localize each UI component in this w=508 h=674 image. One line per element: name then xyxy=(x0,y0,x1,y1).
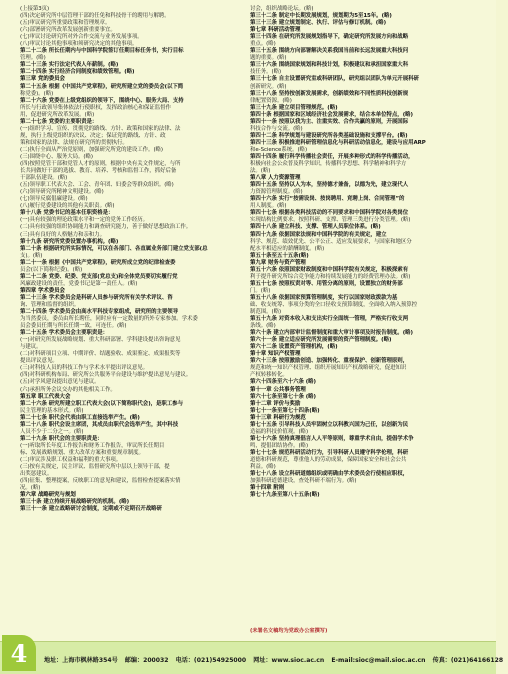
left-column-text-line: 称党委)。(略) xyxy=(20,90,54,97)
left-column-text-line: (二)执行全面从严治党原则，加强研究所党的建设工作。(略) xyxy=(20,146,163,153)
left-column-text-line: (六)领导研究所精神文明建设。(略) xyxy=(20,189,104,196)
authorship-note: (未署名文稿均为党政办公室撰写) xyxy=(250,628,328,634)
right-column-text-line: 第七十八条 设立科研道德组织或明确由学术委员会行使相应职权， xyxy=(250,471,409,478)
right-column-text-line: 配水平相适应的薪酬制度。(略) xyxy=(250,245,325,252)
right-column-chapter-heading: 第十三章 科研行为规范 xyxy=(250,414,306,421)
left-column-text-line: 用，促进研究所改革发展。(略) xyxy=(20,111,95,118)
right-column-text-line: 条线。(略) xyxy=(250,323,276,330)
left-column-text-line: (三)对科技人员的科技工作与学术水平提出评议意见。 xyxy=(20,365,149,372)
left-column-text-line: 第二十四条 实行经济合同制度和绩效管理。(略) xyxy=(20,69,135,76)
right-column-text-line: 制范围。(略) xyxy=(250,309,282,316)
left-column-text-line: 标、发展战略规划、重大改革方案和重要规章制度。 xyxy=(20,449,144,456)
right-column-text-line: 门。(略) xyxy=(250,287,271,294)
left-column-text-line: (七)审议讨论研究所对外合作交流与业务发展事项。 xyxy=(20,34,143,41)
right-column-text-line: 第七十一条至第七十四条(略) xyxy=(250,407,320,414)
left-column-text-line: 第二十八条 职代会设主席团，其成员由职代会选举产生，其中科技 xyxy=(20,421,179,428)
left-column-text-line: 与建议。 xyxy=(20,344,42,351)
right-column-text-line: 产权转移转化。 xyxy=(250,372,288,379)
left-column-text-line: (六)承担所务会议交办的其他相关工作。 xyxy=(20,386,116,393)
left-column-text-line: 人员不少于二分之一。(略) xyxy=(20,428,84,435)
left-column-text-line: (四)按照党管干部和党管人才的原则，根据中央有关文件规定，与所 xyxy=(20,161,181,168)
left-column-text-line: (六)部署研究所改革发展创新重要事宜。 xyxy=(20,27,116,34)
right-column-chapter-heading: 第十二章 评价与奖励 xyxy=(250,400,301,407)
right-column-text-line: 题的重要。(略) xyxy=(250,55,287,62)
left-column-text-line: (四)对科研机构布局、研究所公共服务平台建设与维护提出意见与建议。 xyxy=(20,372,192,379)
right-column-text-line: 第四十二条 科学规划与建设研究所各类基础设施和支撑平台。(略) xyxy=(250,132,408,139)
right-column-text-line: 第四十七条 根据各类科技活动的不同要求和中国科学院对各类岗位 xyxy=(250,210,409,217)
left-column-text-line: 第二十五条 学术委员会主要职责是： xyxy=(20,330,109,337)
right-column-text-line: 规范和统一知识产权管理、组织开展知识产权战略研究，促进知识 xyxy=(250,365,407,372)
left-column-text-line: (三)按有关规定，民主评议、监督研究所中层以上领导干部，提 xyxy=(20,464,170,471)
left-column-text-line: 策和国家的法律、法规在研究所的贯彻执行。 xyxy=(20,139,128,146)
right-column-text-line: 第六十三条 按照激励创造、加强转化、重视保护、创新管理原则， xyxy=(250,358,409,365)
footer-fax: 传真：(021)64166128 xyxy=(432,657,504,664)
right-column-text-line: 科学、规范、绩效优先、公平公正、适应发展要求，与国家和地区分 xyxy=(250,238,412,245)
right-column-text xyxy=(250,6,482,638)
right-column-text-line: 第三十九条 建立项目管理规范。(略) xyxy=(250,104,338,111)
left-column-text-line: 第二十一条 根据《中国共产党章程》，研究所成立党的纪律检查委 xyxy=(20,259,176,266)
left-column-text-line: (一)组织学习、宣传、贯彻党的路线、方针、政策和国家的法律、法 xyxy=(20,125,181,132)
left-column-text-line: (二)审议涉及职工权益和福利的重大事项。 xyxy=(20,457,122,463)
left-column-chapter-heading: 第三章 党的委员会 xyxy=(20,76,65,83)
right-column-text-line: 道德和科研规范，尊重他人的劳动成果，保障国家安全和社会公共 xyxy=(250,457,407,463)
left-column-text-line: 第十九条 研究所党委设置办事机构。(略) xyxy=(20,238,119,245)
left-column-text-line: 所长与行政领导集体依法行使职权，发挥政治核心和保证监督作 xyxy=(20,104,171,111)
left-column-text-line: (三)围绕中心、服务大局。(略) xyxy=(20,153,93,160)
left-column-text-line: 第二十九条 职代会的主要职责是： xyxy=(20,435,103,442)
right-column-text-line: 用人制度。(略) xyxy=(250,203,287,210)
left-column-text-line: (二)具有较强的组织协调能力和调查研究能力，善于做好思想政治工作。 xyxy=(20,224,192,231)
left-column-text-line: (三)具有良好的人格魅力和亲和力。 xyxy=(20,231,105,238)
left-column-text-line: (八)审议讨论其他事项和须研究决定的其他事项。 xyxy=(20,41,138,48)
left-column-text-line: 询、管理和监督的组织。 xyxy=(20,301,80,308)
left-column-text-line: 第三十条 建立持续开展战略研究的机制。(略) xyxy=(20,499,130,506)
right-column-text-line: 第三十六条 围绕国家规划和科技计划，积极建议和承担国家重大科 xyxy=(250,62,409,69)
footer-website: 网址：www.sioc.ac.cn xyxy=(253,657,325,664)
right-column-text-line: 第四十八条 建立科技、支撑、管理人员职位体系。(略) xyxy=(250,224,381,231)
right-column-text-line: 实现结构比例要求，按照科研、支撑、管理三类进行分类管理。(略) xyxy=(250,217,411,224)
right-column-text-line: 加强科研道德建设，查处科研不端行为。(略) xyxy=(250,478,357,485)
right-column-text-line: 利于提升研究所综合竞争能力和持续发展能力的经费管理办法。(略) xyxy=(250,273,411,280)
left-column-text-line: 为当然委员，委员由所长聘任，同时应有一定数量的所外专家参加。学术委 xyxy=(20,316,198,323)
footer-contact-line xyxy=(44,655,508,664)
right-column-chapter-heading: 第九章 财务与资产管理 xyxy=(250,259,306,266)
right-column-chapter-heading: 第十章 知识产权管理 xyxy=(250,351,301,358)
left-column-text-line: (四)决定研究所中层管理干部的任免和科技骨干的聘用与解聘。 xyxy=(20,13,170,20)
right-column-text-line: 第四十四条 履行科学传播社会责任，开展多种形式的科学传播活动， xyxy=(250,153,414,160)
right-column-text-line: 第六十一条 建立适应研究所发展需要的资产管理制度。(略) xyxy=(250,337,392,344)
left-column-text-line: 提出评议意见。 xyxy=(20,358,58,365)
right-column-text-line: 和e-Science系统。(略) xyxy=(250,146,308,153)
right-column-text-line: 第四十三条 积极推进科研管理信息化与科研活动信息化，建设与应用ARP xyxy=(250,139,426,146)
right-column-text-line: 科技合作与交流。(略) xyxy=(250,125,303,132)
left-column-text-line: (五)审议研究所重要政策和管理规章。 xyxy=(20,20,111,27)
left-column-text-line: (二)对科研项目立项、中期评价、结题验收、成果鉴定、成果报奖等 xyxy=(20,351,181,358)
right-column-text-line: 第三十五条 围绕方向部署解决关系我国当前和长远发展重大科技问 xyxy=(250,48,409,55)
right-column-text-line: 重点。(略) xyxy=(250,41,276,48)
left-column-text-line: 第二十二条 所长任期内与中国科学院签订任期目标任务书，实行目标 xyxy=(20,48,184,55)
left-column-chapter-heading: 第四章 学术委员会 xyxy=(20,287,65,294)
left-column-text-line: 管理。(略) xyxy=(20,55,46,62)
right-column-text-line: 第七十九条至第八十五条(略) xyxy=(250,492,320,499)
left-column-text-line: 风廉政建设的责任，党委书记是第一责任人。(略) xyxy=(20,280,138,287)
left-column-text-line: (一)听取所长年度工作报告和财务工作报告，审议所长任期目 xyxy=(20,442,165,449)
right-column-text-line: 第四十六条 实行“按需设岗、按岗聘用、竞聘上岗、合同管理”的 xyxy=(250,196,405,203)
right-column-text-line: 第四十九条 依据国家法规和中国科学院的有关规定，建立 xyxy=(250,231,387,238)
right-column-text-line: 讨会，组织战略论坛。(略) xyxy=(250,6,314,12)
right-column-text-line: 第六十条 建立内部审计监督制度和重大审计事项及时报告制度。(略) xyxy=(250,330,413,337)
right-column-text-line: 第四十一条 按照以我为主、注重实效、合作共赢的原则，开展国际 xyxy=(250,118,409,125)
right-column-chapter-heading: 第十四章 附则 xyxy=(250,485,285,492)
left-column-text-line: (七)领导反腐倡廉建设。(略) xyxy=(20,196,88,203)
right-column-text-line: 第三十三条 建立规划制定、执行、评估与修订机制。(略) xyxy=(250,20,387,27)
right-column-text-line: 第四十五条 坚持以人为本，坚持德才兼备，以德为先，建立现代人 xyxy=(250,182,409,189)
left-column-text-line: (八)履行党委建设的其他有关职责。(略) xyxy=(20,203,115,210)
right-column-text-line: 第六十二条 设置资产管理机构，(略) xyxy=(250,344,338,351)
right-column-text-line: 第六十七条至第七十条 (略) xyxy=(250,393,316,400)
left-column-text-line: 第二十三条 实行法定代表人年薪制。(略) xyxy=(20,62,119,69)
left-column-text-line: 规，执行上级党组织的决议、决定；保证党的路线、方针、政 xyxy=(20,132,166,139)
right-column-text-line: 第六十四条至六十六条 (略) xyxy=(250,379,316,386)
right-column-text-line: 造福的科技价值观。(略) xyxy=(250,428,309,435)
right-column-text-line: 第三十四条 在研究所发展规划指导下，确定研究所发展方向和战略 xyxy=(250,34,409,41)
right-column-text-line: 创新研究。(略) xyxy=(250,83,287,90)
footer-postcode: 邮编：200032 xyxy=(124,657,169,664)
left-column-text xyxy=(20,6,252,638)
left-column-text-line: (上接第3页) xyxy=(20,6,50,12)
left-column-text-line: 第三十一条 建立战略研讨会制度，定期或不定期召开战略研 xyxy=(20,506,162,513)
right-column-text-line: 鸣，提倡团结协作。(略) xyxy=(250,442,309,449)
left-column-text-line: 第二十七条 党委的主要职责是： xyxy=(20,118,98,125)
left-column-text-line: (一)具有较强的理论政策水平和一定的党务工作经历。 xyxy=(20,217,149,224)
left-column-text-line: 第十八条 党委书记的基本任职资格是： xyxy=(20,210,114,217)
right-column-chapter-heading: 第七章 科研活动管理 xyxy=(250,27,301,34)
left-column-text-line: 出奖惩建议。 xyxy=(20,471,53,478)
left-column-text-line: 第二十四条 学术委员会由高水平科技专家组成，研究所的主要领导 xyxy=(20,309,179,316)
right-column-text-line: 第三十八条 坚持按创新发展需求，创新绩效和不同性质科技创新规 xyxy=(250,90,409,97)
right-column-text-line: 第五十条至五十五条(略) xyxy=(250,252,309,259)
left-column-text-line: 第二十六条 研究所建立职工代表大会(以下简称职代会)，是职工参与 xyxy=(20,400,183,407)
left-column-text-line: 第二十条 根据研究所实际情况，可以在各部门、各直属业务部门建立党支部(总 xyxy=(20,245,208,252)
right-column-text-line: 法。(略) xyxy=(250,168,271,175)
left-column-text-line: 第二十七条 职代会代表由职工直接选举产生。(略) xyxy=(20,414,140,421)
right-column-text-line: 第四十条 根据国家和区域经济社会发展需求，结合本单位特点，(略) xyxy=(250,111,413,118)
right-column-text-line: 第七十五条 引导科技人员牢固树立以科教兴国为己任，以创新为民 xyxy=(250,421,409,428)
right-column-text-line: 第七十六条 坚持真理倡言人人平等原则，尊重学术自由，提倡学术争 xyxy=(250,435,414,442)
right-column-text-line: 第三十二条 制定中长期发展规划，规划期为5至15年。(略) xyxy=(250,13,392,20)
left-column-text-line: 员会(以下简称纪委)。(略) xyxy=(20,266,83,273)
left-column-text-line: (一)对研究所发展战略规划、重大科研部署、学科建设提出咨询意见 xyxy=(20,337,181,344)
footer-address: 地址：上海市枫林路354号 xyxy=(44,657,118,664)
right-column-text-line: 律配置资源。(略) xyxy=(250,97,292,104)
right-column-text-line: 利益。(略) xyxy=(250,464,276,471)
right-column-chapter-heading: 第十一章 公共事务管理 xyxy=(250,386,306,393)
footer-email: E-mail:sioc@mail.sioc.ac.cn xyxy=(331,657,426,664)
right-column-text-line: 第五十六条 依照国家财政制度和中国科学院有关规定，积极探索有 xyxy=(250,266,409,273)
left-column-text-line: 第二十三条 学术委员会是科研人员参与研究所有关学术评议、咨 xyxy=(20,294,173,301)
right-column-text-line: 技任务。(略) xyxy=(250,69,282,76)
page-number: 4 xyxy=(2,635,36,671)
left-column-text-line: 第二十六条 党委在上级党组织的领导下，围绕中心、服务大局、支持 xyxy=(20,97,184,104)
left-column-chapter-heading: 第五章 职工代表大会 xyxy=(20,393,71,400)
left-column-text-line: 况。(略) xyxy=(20,485,41,492)
right-column-chapter-heading: 第八章 人力资源管理 xyxy=(250,175,301,182)
left-column-text-line: (五)领导职工代表大会、工会、青年团、妇委会等群众组织。(略) xyxy=(20,182,174,189)
left-column-chapter-heading: 第六章 战略研究与规划 xyxy=(20,492,76,499)
left-column-text-line: 第二十二条 党委、纪委、党支部(党总支)和全体党员要切实履行党 xyxy=(20,273,178,280)
left-column-text-line: 干部队伍建设。(略) xyxy=(20,175,68,182)
left-column-text-line: 民主管理的基本形式。(略) xyxy=(20,407,84,414)
footer-phone: 电话：(021)54925000 xyxy=(175,657,247,664)
right-column-text-line: 力资源管理制度。(略) xyxy=(250,189,303,196)
right-column-text-line: 础、收支统筹、事项分类的全口径收支预算制度，全面收入纳入预算控 xyxy=(250,301,418,308)
right-column-text-line: 积极向社会公众普及科学知识，传播科学思想、科学精神和科学方 xyxy=(250,161,407,168)
left-column-text-line: (四)征集、整理提案，反映职工的意见和建议，监督检查提案落实情 xyxy=(20,478,181,485)
right-column-text-line: 第五十八条 依据国家预算管理制度，实行以国家财政拨款为基 xyxy=(250,294,398,301)
right-column-text-line: 第五十七条 按照权责对等、用管分离的原则，设置独立的财务部 xyxy=(250,280,403,287)
left-column-text-line: 支)。(略) xyxy=(20,252,43,259)
left-column-text-line: (五)对学风建设提出意见与建议。 xyxy=(20,379,100,386)
right-column-text-line: 第五十九条 对资本收入和支出实行全面统一管理，严格实行收支两 xyxy=(250,316,409,323)
left-column-text-line: 员会委员任期与所长任期一致，可连任。(略) xyxy=(20,323,127,330)
left-column-text-line: 长共同做好干部的选拔、教育、培养、考核和监督工作，抓好后备 xyxy=(20,168,177,175)
right-column-text-line: 第七十七条 规范科研活动行为，引导科研人员遵守科学伦理，科研 xyxy=(250,449,409,456)
left-column-text-line: 第二十五条 根据《中国共产党章程》，研究所建立党的委员会(以下简 xyxy=(20,83,184,90)
right-column-text-line: 第三十七条 自主设置研究室或科研团队，研究组以团队为单元开展科研 xyxy=(250,76,419,83)
